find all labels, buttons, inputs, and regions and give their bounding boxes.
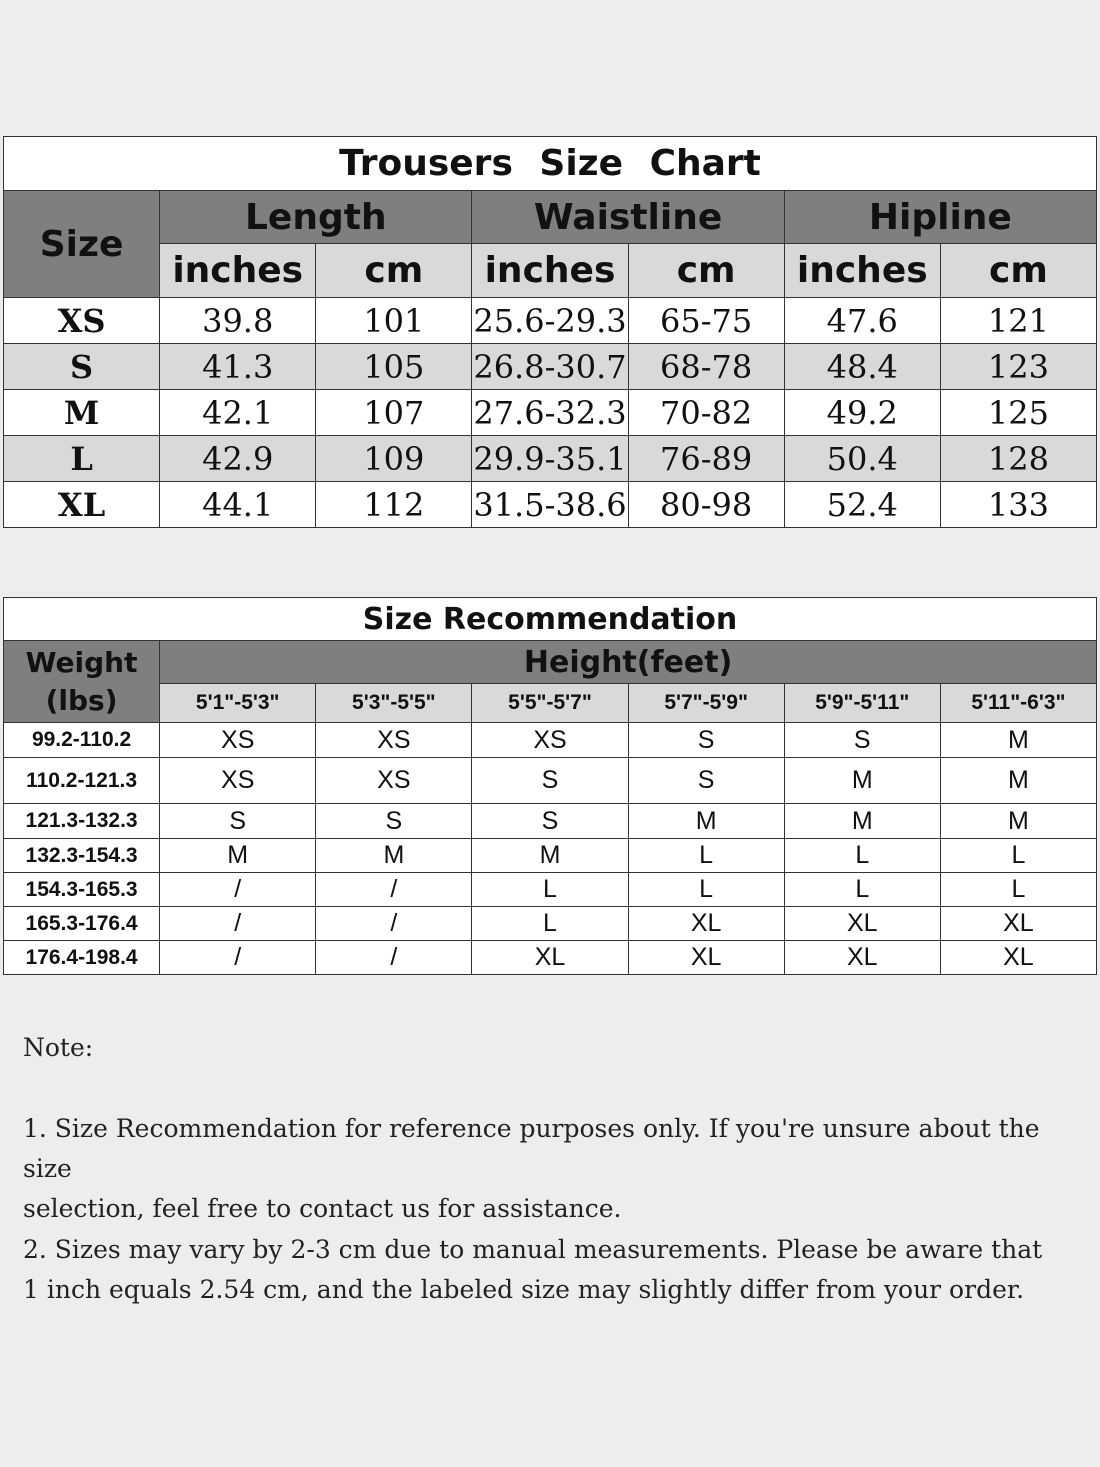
measurement-cell: 101: [316, 298, 472, 344]
measurement-cell: 44.1: [160, 482, 316, 528]
height-range-header: 5'9"-5'11": [784, 684, 940, 723]
measurement-cell: 25.6-29.3: [472, 298, 628, 344]
recommended-size: XS: [160, 758, 316, 804]
weight-range: 121.3-132.3: [4, 804, 160, 839]
recommended-size: XL: [472, 941, 628, 975]
notes-section: [23, 1028, 1083, 1068]
recommended-size: L: [628, 873, 784, 907]
recommended-size: /: [316, 873, 472, 907]
weight-range: 99.2-110.2: [4, 723, 160, 758]
measurement-cell: 52.4: [784, 482, 940, 528]
size-recommendation-table: [3, 597, 1097, 975]
height-range-header: 5'3"-5'5": [316, 684, 472, 723]
recommended-size: XL: [628, 941, 784, 975]
recommended-size: L: [784, 839, 940, 873]
hipline-header: Hipline: [784, 191, 1096, 244]
measurement-cell: 29.9-35.1: [472, 436, 628, 482]
measurement-cell: 47.6: [784, 298, 940, 344]
recommended-size: XL: [628, 907, 784, 941]
weight-range: 165.3-176.4: [4, 907, 160, 941]
note-1: [23, 1109, 1083, 1229]
height-range-header: 5'7"-5'9": [628, 684, 784, 723]
recommended-size: M: [628, 804, 784, 839]
recommended-size: S: [316, 804, 472, 839]
size-column-header: Size: [4, 191, 160, 298]
size-label: S: [4, 344, 160, 390]
length-header: Length: [160, 191, 472, 244]
recommended-size: XS: [316, 758, 472, 804]
measurement-cell: 41.3: [160, 344, 316, 390]
recommended-size: M: [472, 839, 628, 873]
unit-header: cm: [628, 244, 784, 298]
size-row: [4, 390, 1097, 436]
recommendation-row: [4, 839, 1097, 873]
measurement-cell: 70-82: [628, 390, 784, 436]
recommended-size: L: [940, 873, 1096, 907]
recommended-size: M: [784, 758, 940, 804]
recommended-size: /: [160, 907, 316, 941]
waistline-header: Waistline: [472, 191, 784, 244]
recommended-size: S: [160, 804, 316, 839]
measurement-cell: 125: [940, 390, 1096, 436]
measurement-cell: 26.8-30.7: [472, 344, 628, 390]
recommended-size: XL: [940, 907, 1096, 941]
recommendation-row: [4, 907, 1097, 941]
recommendation-row: [4, 804, 1097, 839]
note-2: [23, 1230, 1083, 1310]
note-2-line-1: 2. Sizes may vary by 2-3 cm due to manual measurements. Please be aware that: [23, 1235, 1043, 1264]
height-range-header: 5'5"-5'7": [472, 684, 628, 723]
measurement-cell: 109: [316, 436, 472, 482]
weight-range: 110.2-121.3: [4, 758, 160, 804]
recommended-size: M: [940, 723, 1096, 758]
recommended-size: XL: [940, 941, 1096, 975]
recommendation-title: Size Recommendation: [4, 598, 1097, 641]
recommended-size: S: [472, 804, 628, 839]
height-range-header: 5'11"-6'3": [940, 684, 1096, 723]
recommended-size: L: [472, 873, 628, 907]
size-row: [4, 344, 1097, 390]
recommendation-row: [4, 758, 1097, 804]
recommended-size: M: [784, 804, 940, 839]
recommended-size: /: [160, 873, 316, 907]
size-label: L: [4, 436, 160, 482]
recommended-size: S: [472, 758, 628, 804]
recommended-size: /: [316, 907, 472, 941]
measurement-cell: 107: [316, 390, 472, 436]
size-row: [4, 436, 1097, 482]
measurement-cell: 133: [940, 482, 1096, 528]
size-label: XL: [4, 482, 160, 528]
recommended-size: L: [784, 873, 940, 907]
measurement-cell: 105: [316, 344, 472, 390]
recommended-size: L: [940, 839, 1096, 873]
recommended-size: XL: [784, 941, 940, 975]
size-chart-body: [4, 298, 1097, 528]
measurement-cell: 50.4: [784, 436, 940, 482]
measurement-cell: 123: [940, 344, 1096, 390]
recommended-size: L: [628, 839, 784, 873]
measurement-cell: 49.2: [784, 390, 940, 436]
weight-header-label: Weight: [25, 645, 138, 679]
weight-range: 176.4-198.4: [4, 941, 160, 975]
unit-header: cm: [940, 244, 1096, 298]
recommendation-row: [4, 941, 1097, 975]
size-chart-title: Trousers Size Chart: [4, 137, 1097, 191]
recommended-size: M: [316, 839, 472, 873]
measurement-cell: 48.4: [784, 344, 940, 390]
recommended-size: XL: [784, 907, 940, 941]
recommended-size: M: [940, 758, 1096, 804]
measurement-cell: 65-75: [628, 298, 784, 344]
note-2-line-2: 1 inch equals 2.54 cm, and the labeled size may slightly differ from your order.: [23, 1275, 1025, 1304]
note-1-line-2: selection, feel free to contact us for assistance.: [23, 1194, 622, 1223]
unit-header: inches: [784, 244, 940, 298]
unit-header: cm: [316, 244, 472, 298]
size-label: XS: [4, 298, 160, 344]
size-row: [4, 482, 1097, 528]
unit-header: inches: [160, 244, 316, 298]
note-1-line-1: 1. Size Recommendation for reference purposes only. If you're unsure about the size: [23, 1114, 1040, 1183]
recommendation-row: [4, 873, 1097, 907]
recommended-size: L: [472, 907, 628, 941]
measurement-cell: 27.6-32.3: [472, 390, 628, 436]
recommended-size: /: [316, 941, 472, 975]
size-label: M: [4, 390, 160, 436]
notes-heading: Note:: [23, 1033, 94, 1062]
recommended-size: M: [940, 804, 1096, 839]
measurement-cell: 121: [940, 298, 1096, 344]
recommended-size: /: [160, 941, 316, 975]
measurement-cell: 76-89: [628, 436, 784, 482]
measurement-cell: 31.5-38.6: [472, 482, 628, 528]
recommended-size: XS: [160, 723, 316, 758]
size-row: [4, 298, 1097, 344]
height-header: Height(feet): [160, 641, 1097, 684]
recommended-size: S: [784, 723, 940, 758]
weight-header: [4, 641, 160, 723]
recommended-size: M: [160, 839, 316, 873]
measurement-cell: 128: [940, 436, 1096, 482]
weight-range: 132.3-154.3: [4, 839, 160, 873]
weight-header-unit: (lbs): [45, 683, 118, 717]
measurement-cell: 68-78: [628, 344, 784, 390]
measurement-cell: 42.1: [160, 390, 316, 436]
recommendation-row: [4, 723, 1097, 758]
recommended-size: S: [628, 723, 784, 758]
size-chart-table: [3, 136, 1097, 528]
measurement-cell: 112: [316, 482, 472, 528]
unit-header: inches: [472, 244, 628, 298]
recommended-size: XS: [472, 723, 628, 758]
measurement-cell: 42.9: [160, 436, 316, 482]
measurement-cell: 80-98: [628, 482, 784, 528]
recommended-size: S: [628, 758, 784, 804]
height-range-header: 5'1"-5'3": [160, 684, 316, 723]
weight-range: 154.3-165.3: [4, 873, 160, 907]
measurement-cell: 39.8: [160, 298, 316, 344]
recommended-size: XS: [316, 723, 472, 758]
recommendation-body: [4, 723, 1097, 975]
